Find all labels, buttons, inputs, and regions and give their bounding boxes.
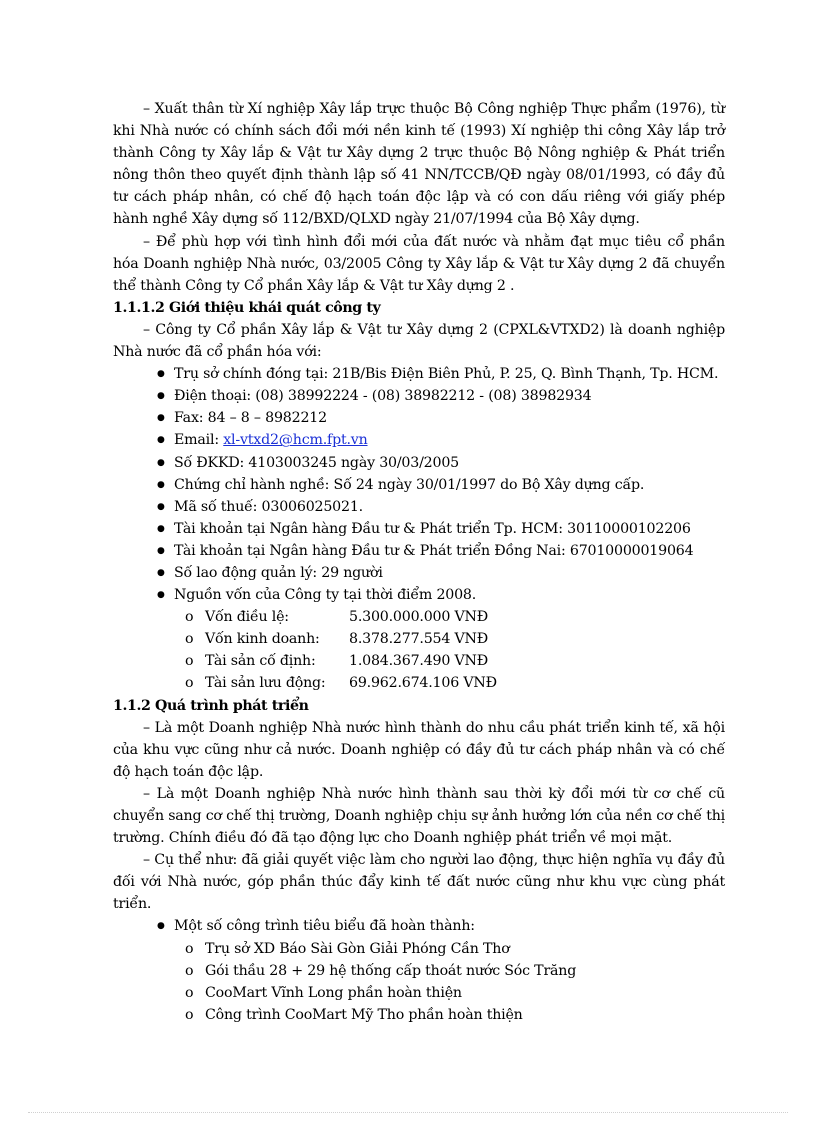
development-paragraph-2: – Là một Doanh nghiệp Nhà nước hình thành sau thời kỳ đổi mới từ cơ chế cũ chuyển sang cơ chế thị trường, Doanh nghiệp chịu sự ảnh hưởng lớn của nền cơ chế thị trường. Chính điều đó đã tạo động lực cho Doanh nghiệp phát triển về mọi mặt.	[113, 785, 725, 847]
capital-value: 1.084.367.490 VNĐ	[349, 653, 489, 670]
list-item-phone: ● Điện thoại: (08) 38992224 - (08) 38982212 - (08) 38982934	[161, 385, 725, 407]
company-intro-paragraph: – Công ty Cổ phần Xây lắp & Vật tư Xây dựng 2 (CPXL&VTXD2) là doanh nghiệp Nhà nước đã cổ phần hóa với:	[113, 321, 725, 361]
project-item	[185, 982, 725, 1004]
list-item-business-registration: ● Số ĐKKD: 4103003245 ngày 30/03/2005	[161, 452, 725, 474]
project-sublist	[113, 938, 725, 1026]
capital-list	[113, 606, 725, 694]
section-heading-company-overview: 1.1.1.2 Giới thiệu khái quát công ty	[113, 299, 381, 316]
email-label: Email:	[174, 432, 224, 449]
project-item	[185, 1004, 725, 1026]
development-paragraph-1: – Là một Doanh nghiệp Nhà nước hình thành do nhu cầu phát triển kinh tế, xã hội của khu vực cũng như cả nước. Doanh nghiệp có đầy đủ tư cách pháp nhân và có chế độ hạch toán độc lập.	[113, 719, 725, 780]
intro-paragraph-1: – Xuất thân từ Xí nghiệp Xây lắp trực thuộc Bộ Công nghiệp Thực phẩm (1976), từ khi Nhà nước có chính sách đổi mới nền kinh tế (1993) Xí nghiệp thi công Xây lắp trở thành Công ty Xây lắp & Vật tư Xây dựng 2 trực thuộc Bộ Nông nghiệp & Phát triển nông thôn theo quyết định thành lập số 41 NN/TCCB/QĐ ngày 08/01/1993, có đầy đủ tư cách pháp nhân, có chế độ hạch toán độc lập và có con dấu riêng với giấy phép hành nghề Xây dựng số 112/BXD/QLXD ngày 21/07/1994 của Bộ Xây dựng.	[113, 101, 725, 228]
list-item-staff-count: ● Số lao động quản lý: 29 người	[161, 562, 725, 584]
list-item-projects-heading: ● Một số công trình tiêu biểu đã hoàn thành:	[161, 915, 725, 937]
list-item-address: ● Trụ sở chính đóng tại: 21B/Bis Điện Biên Phủ, P. 25, Q. Bình Thạnh, Tp. HCM.	[161, 363, 725, 385]
capital-value: 8.378.277.554 VNĐ	[349, 631, 489, 648]
capital-item-charter	[185, 606, 725, 628]
project-name: CooMart Vĩnh Long phần hoàn thiện	[205, 984, 462, 1001]
document-page	[113, 98, 725, 1026]
project-name: Công trình CooMart Mỹ Tho phần hoàn thiện	[205, 1006, 523, 1023]
sub-bullet-marker: o	[185, 984, 194, 1001]
capital-item-fixed-assets	[185, 650, 725, 672]
capital-value: 69.962.674.106 VNĐ	[349, 675, 497, 692]
intro-paragraph-2: – Để phù hợp với tình hình đổi mới của đất nước và nhằm đạt mục tiêu cổ phần hóa Doanh nghiệp Nhà nước, 03/2005 Công ty Xây lắp & Vật tư Xây dựng 2 đã chuyển thể thành Công ty Cổ phần Xây lắp & Vật tư Xây dựng 2 .	[113, 233, 725, 294]
sub-bullet-marker: o	[185, 962, 194, 979]
list-item-bank-account-dongnai: ● Tài khoản tại Ngân hàng Đầu tư & Phát triển Đồng Nai: 67010000019064	[161, 540, 725, 562]
capital-item-current-assets	[185, 672, 725, 694]
company-info-list	[113, 363, 725, 606]
capital-label: Vốn điều lệ:	[205, 609, 289, 626]
capital-item-business	[185, 628, 725, 650]
projects-list	[113, 915, 725, 937]
capital-value: 5.300.000.000 VNĐ	[349, 609, 489, 626]
list-item-bank-account-hcm: ● Tài khoản tại Ngân hàng Đầu tư & Phát triển Tp. HCM: 30110000102206	[161, 518, 725, 540]
list-item-practice-certificate: ● Chứng chỉ hành nghề: Số 24 ngày 30/01/1997 do Bộ Xây dựng cấp.	[161, 474, 725, 496]
section-heading-development: 1.1.2 Quá trình phát triển	[113, 697, 309, 714]
project-item	[185, 960, 725, 982]
capital-label: Tài sản lưu động:	[205, 675, 326, 692]
list-item-tax-code: ● Mã số thuế: 03006025021.	[161, 496, 725, 518]
project-name: Trụ sở XD Báo Sài Gòn Giải Phóng Cần Thơ	[205, 940, 510, 957]
page-bottom-divider	[28, 1112, 788, 1113]
project-name: Gói thầu 28 + 29 hệ thống cấp thoát nước Sóc Trăng	[205, 962, 577, 979]
sub-bullet-marker: o	[185, 653, 194, 670]
project-item	[185, 938, 725, 960]
sub-bullet-marker: o	[185, 631, 194, 648]
list-item-capital-sources: ● Nguồn vốn của Công ty tại thời điểm 2008.	[161, 584, 725, 606]
list-item-fax: ● Fax: 84 – 8 – 8982212	[161, 407, 725, 429]
capital-label: Vốn kinh doanh:	[205, 631, 320, 648]
sub-bullet-marker: o	[185, 609, 194, 626]
list-item-email	[161, 429, 725, 451]
sub-bullet-marker: o	[185, 1006, 194, 1023]
sub-bullet-marker: o	[185, 940, 194, 957]
sub-bullet-marker: o	[185, 675, 194, 692]
email-link[interactable]: xl-vtxd2@hcm.fpt.vn	[223, 432, 368, 449]
capital-label: Tài sản cố định:	[205, 653, 316, 670]
development-paragraph-3: – Cụ thể như: đã giải quyết việc làm cho người lao động, thực hiện nghĩa vụ đầy đủ đối với Nhà nước, góp phần thúc đẩy kinh tế đất nước cũng như khu vực cùng phát triển.	[113, 852, 725, 913]
